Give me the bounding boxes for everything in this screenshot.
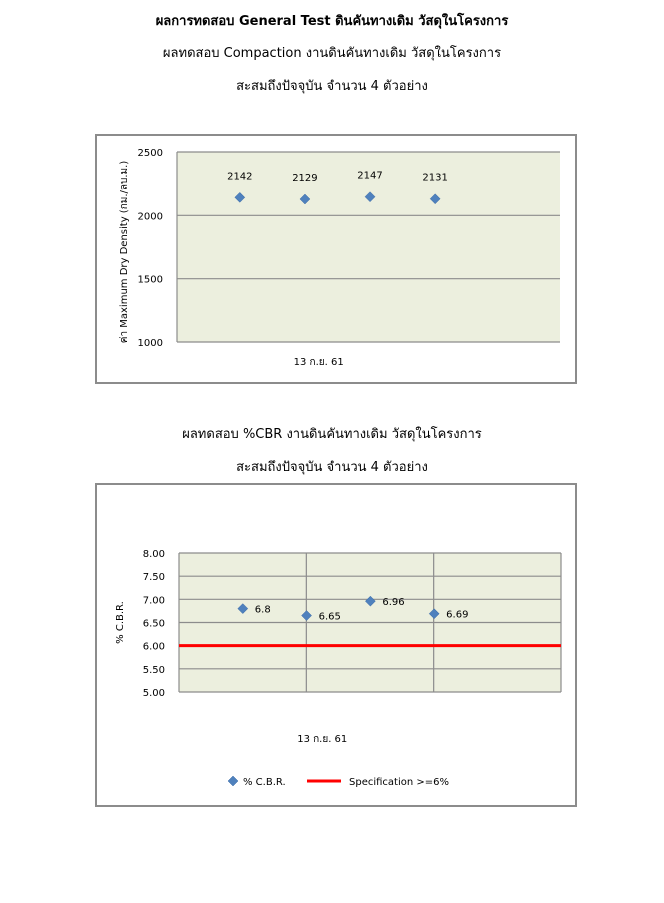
y-tick-label: 8.00 bbox=[142, 549, 165, 560]
y-tick-label: 2500 bbox=[137, 148, 163, 159]
data-label: 2142 bbox=[227, 171, 253, 183]
data-label: 2131 bbox=[422, 172, 448, 184]
compaction-title: ผลทดสอบ Compaction งานดินคันทางเดิม วัสดุในโครงการ bbox=[162, 46, 502, 61]
y-tick-label: 2000 bbox=[137, 211, 163, 223]
y-tick-label: 6.00 bbox=[142, 641, 165, 653]
x-axis-label: 13 ก.ย. 61 bbox=[297, 734, 348, 745]
main-title: ผลการทดสอบ General Test ดินคันทางเดิม วัสดุในโครงการ bbox=[155, 14, 509, 29]
y-tick-label: 7.50 bbox=[142, 572, 165, 584]
compaction-chart-svg bbox=[97, 136, 575, 382]
data-label: 2129 bbox=[292, 172, 318, 184]
y-axis-title: % C.B.R. bbox=[115, 601, 126, 644]
y-tick-label: 5.50 bbox=[142, 664, 165, 676]
y-tick-label: 7.00 bbox=[142, 595, 165, 607]
x-axis-label: 13 ก.ย. 61 bbox=[293, 357, 344, 368]
data-label: 6.69 bbox=[446, 609, 469, 621]
y-tick-label: 6.50 bbox=[142, 618, 165, 630]
y-axis-title: ค่า Maximum Dry Density (กม./ลบ.ม.) bbox=[119, 160, 130, 344]
y-tick-label: 1000 bbox=[137, 338, 163, 349]
data-label: 6.8 bbox=[254, 604, 271, 616]
y-tick-label: 5.00 bbox=[142, 688, 165, 699]
data-label: 2147 bbox=[357, 170, 383, 182]
data-label: 6.96 bbox=[382, 597, 405, 609]
cbr-chart bbox=[95, 483, 577, 807]
legend-marker-cbr bbox=[228, 776, 238, 786]
legend-label-spec: Specification >=6% bbox=[349, 777, 450, 788]
cbr-subtitle: สะสมถึงปัจจุบัน จำนวน 4 ตัวอย่าง bbox=[236, 460, 428, 475]
cbr-title: ผลทดสอบ %CBR งานดินคันทางเดิม วัสดุในโครงการ bbox=[182, 427, 482, 442]
compaction-chart bbox=[95, 134, 577, 384]
data-label: 6.65 bbox=[318, 611, 341, 623]
y-tick-label: 1500 bbox=[137, 274, 163, 286]
legend-label-cbr: % C.B.R. bbox=[243, 777, 286, 788]
compaction-subtitle: สะสมถึงปัจจุบัน จำนวน 4 ตัวอย่าง bbox=[236, 79, 428, 94]
cbr-chart-svg bbox=[97, 485, 575, 805]
